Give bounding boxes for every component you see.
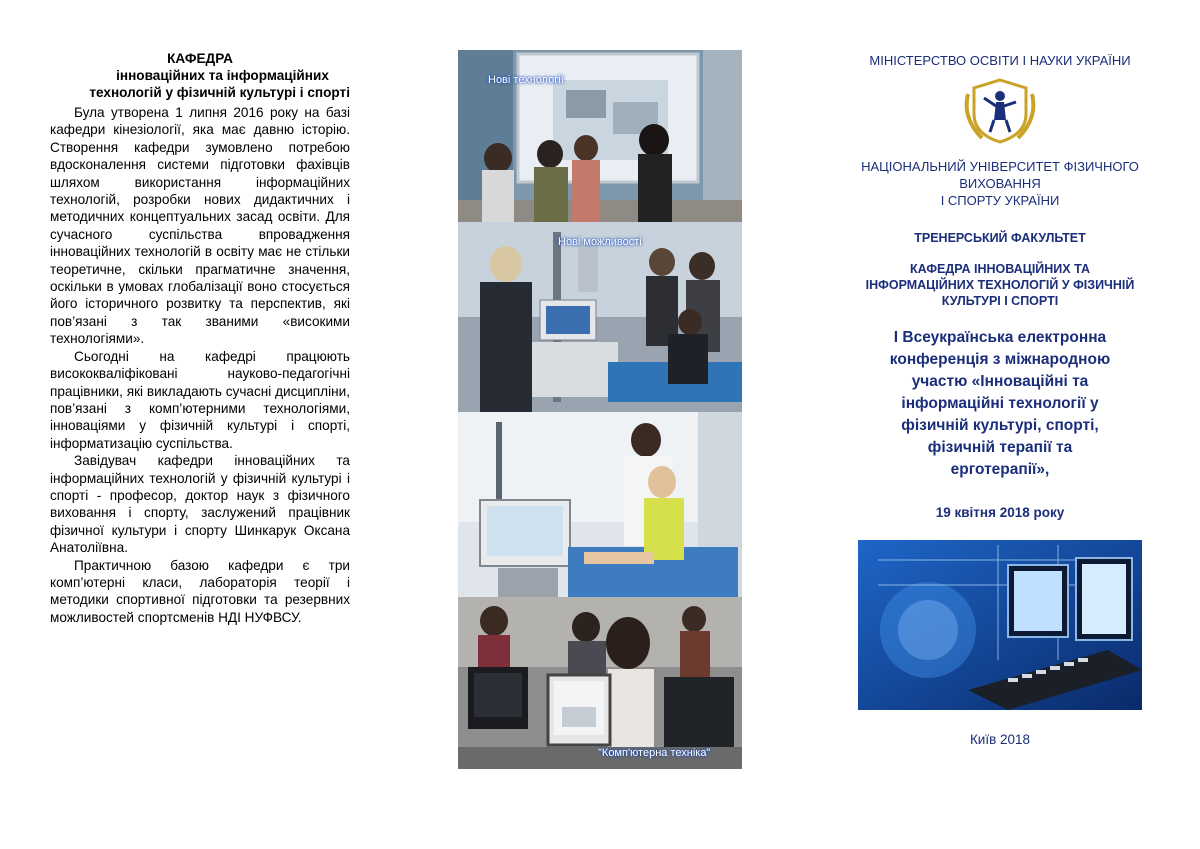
department-title-line: КУЛЬТУРІ І СПОРТІ: [941, 294, 1059, 308]
ministry-name: МІНІСТЕРСТВО ОСВІТИ І НАУКИ УКРАЇНИ: [869, 53, 1131, 68]
paragraph-head: Завідувач кафедри інноваційних та інформаційних технологій у фізичній культурі і спорті - професор, доктор наук з фізичного виховання і спорту, заслужений працівник фізичної культури і спорту Шинкарук Оксана Анатоліївна.: [50, 453, 350, 556]
university-emblem-icon: [960, 74, 1040, 146]
photo-testing: [458, 412, 742, 597]
department-heading: КАФЕДРА: [167, 51, 233, 66]
conference-title-line: інформаційні технології у: [901, 395, 1099, 412]
photo-laboratory: [458, 222, 742, 412]
university-name-line: ВИХОВАННЯ: [959, 176, 1041, 191]
department-title-line: КАФЕДРА ІННОВАЦІЙНИХ ТА: [910, 262, 1090, 276]
department-heading-line2: інноваційних та інформаційних: [116, 68, 329, 83]
university-name-line: НАЦІОНАЛЬНИЙ УНІВЕРСИТЕТ ФІЗИЧНОГО: [861, 159, 1139, 174]
photo-whiteboard-class: [458, 50, 742, 222]
photo-caption: Нові можливості: [558, 236, 642, 248]
department-title: [850, 261, 1150, 309]
photo-strip: [458, 50, 742, 769]
paragraph-history: Була утворена 1 липня 2016 року на базі кафедри кінезіології, яка має давню історію. Створення кафедри зумовлено потребою вдосконалення системи підготовки фахівців шляхом використання інформаційних технологій, розробки нових дидактичних і методичних концептуальних засад освіти. Для сучасного суспільства впровадження інноваційних технологій в освіту має не стільки теоретичне, скільки прагматичне значення, оскільки в умовах глобалізації воно стосується його історичного розвитку та перспектив, які пов’язані з так званими «високими технологіями».: [50, 105, 350, 347]
conference-title: [850, 327, 1150, 481]
photo-computer-class: [458, 597, 742, 769]
photo-caption: Нові технології: [488, 74, 564, 86]
university-name-line: І СПОРТУ УКРАЇНИ: [940, 193, 1060, 208]
conference-title-line: І Всеукраїнська електронна: [893, 329, 1107, 346]
paragraph-base: Практичною базою кафедри є три комп’ютерні класи, лабораторія теорії і методики спортивної підготовки та резервних можливостей спортсменів НДІ НУФВСУ.: [50, 557, 350, 625]
department-heading-line3: технологій у фізичній культурі і спорті: [89, 85, 350, 100]
conference-title-line: конференція з міжнародною: [889, 351, 1111, 368]
conference-title-line: ерготерапії»,: [950, 461, 1050, 478]
department-title-line: ІНФОРМАЦІЙНИХ ТЕХНОЛОГІЙ У ФІЗИЧНІЙ: [865, 278, 1135, 292]
conference-date: 19 квітня 2018 року: [935, 505, 1065, 520]
conference-title-line: фізичній культурі, спорті,: [901, 417, 1099, 434]
photo-caption: "Комп'ютерна техніка": [598, 747, 711, 759]
paragraph-staff: Сьогодні на кафедрі працюють висококваліфіковані науково-педагогічні працівники, які викладають сучасні дисципліни, пов’язані з комп’ютерними технологіями, інноваціями у фізичній культурі і спорті, інформатизацію суспільства.: [50, 348, 350, 451]
department-description: [50, 50, 350, 626]
faculty-name: ТРЕНЕРСЬКИЙ ФАКУЛЬТЕТ: [914, 231, 1086, 245]
computer-technology-image: [858, 540, 1142, 710]
conference-title-line: фізичній терапії та: [927, 439, 1073, 456]
conference-title-line: участю «Інноваційні та: [911, 373, 1089, 390]
university-name: [850, 158, 1150, 209]
city-year: Київ 2018: [969, 732, 1031, 747]
title-page: [850, 50, 1150, 747]
